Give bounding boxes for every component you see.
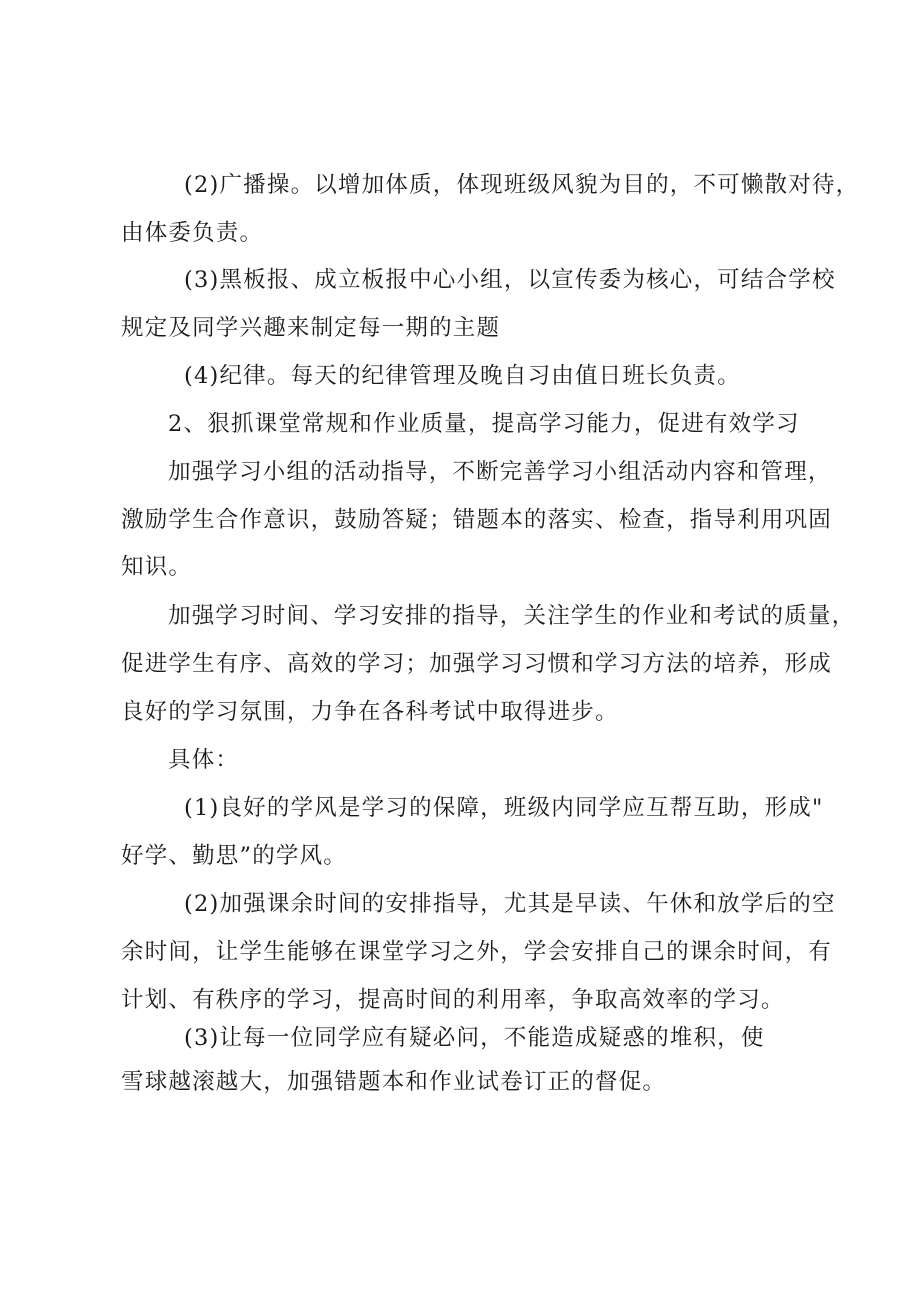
text-line: (4)纪律。每天的纪律管理及晚自习由值日班长负责。 — [184, 363, 741, 389]
text-line: 规定及同学兴趣来制定每一期的主题 — [121, 315, 501, 341]
text-line: (2)加强课余时间的安排指导，尤其是早读、午休和放学后的空 — [184, 891, 836, 917]
text-line: 促进学生有序、高效的学习；加强学习习惯和学习方法的培养，形成 — [121, 651, 833, 677]
text-line: (3)让每一位同学应有疑必问，不能造成疑惑的堆积，使 — [184, 1025, 765, 1051]
text-line: 好学、勤思”的学风。 — [121, 843, 348, 869]
text-line: (3)黑板报、成立板报中心小组，以宣传委为核心，可结合学校 — [184, 267, 836, 293]
text-line: 2、狠抓课堂常规和作业质量，提高学习能力，促进有效学习 — [168, 411, 800, 437]
text-line: 知识。 — [121, 554, 193, 580]
text-line: (1)良好的学风是学习的保障，班级内同学应互帮互助，形成" — [184, 795, 824, 821]
text-line: 具体： — [168, 747, 240, 773]
text-line: 余时间，让学生能够在课堂学习之外，学会安排自己的课余时间，有 — [121, 939, 833, 965]
text-line: 加强学习小组的活动指导，不断完善学习小组活动内容和管理， — [168, 459, 832, 485]
text-line: 加强学习时间、学习安排的指导，关注学生的作业和考试的质量， — [168, 603, 856, 629]
text-line: 激励学生合作意识，鼓励答疑；错题本的落实、检查，指导利用巩固 — [121, 507, 833, 533]
text-line: 由体委负责。 — [121, 220, 264, 246]
text-line: 计划、有秩序的学习，提高时间的利用率，争取高效率的学习。 — [121, 987, 785, 1013]
text-line: 雪球越滚越大，加强错题本和作业试卷订正的督促。 — [121, 1069, 667, 1095]
text-line: 良好的学习氛围，力争在各科考试中取得进步。 — [121, 699, 619, 725]
text-line: (2)广播操。以增加体质，体现班级风貌为目的，不可懒散对待， — [184, 172, 860, 198]
